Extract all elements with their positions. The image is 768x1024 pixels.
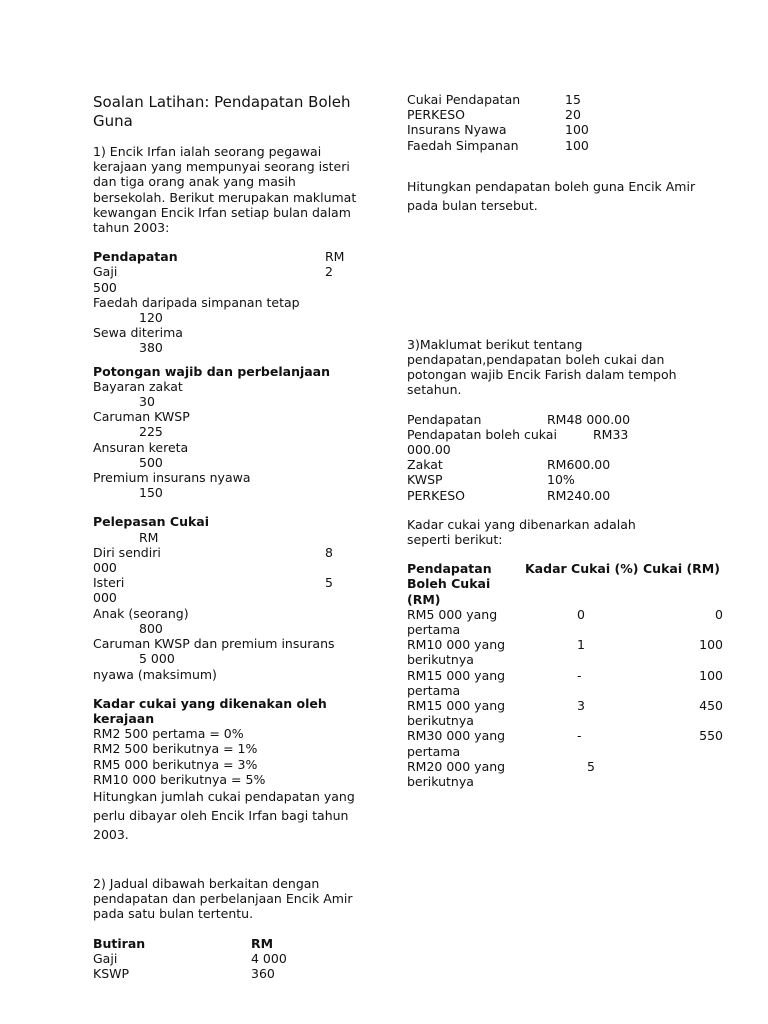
gaji-amount: 2 (325, 264, 333, 280)
kadar-line: RM2 500 berikutnya = 1% (93, 741, 258, 757)
diri-amount-continued: 000 (93, 560, 117, 576)
amir-label: Cukai Pendapatan (407, 92, 521, 107)
butiran-label: KSWP (93, 965, 130, 981)
farish-label: PERKESO (407, 487, 465, 503)
farish-value: RM600.00 (547, 457, 611, 473)
table-cell: 550 (699, 728, 723, 744)
question-2-prompt: Hitungkan pendapatan boleh guna Encik Amir pada bulan tersebut. (407, 178, 696, 213)
sewa-label: Sewa diterima (93, 325, 183, 341)
question-1-prompt: Hitungkan jumlah cukai pendapatan yang perlu dibayar oleh Encik Irfan bagi tahun 2003. (93, 788, 355, 842)
table-cell: RM15 000 yang berikutnya (407, 698, 506, 729)
table-header: Cukai (RM) (643, 561, 720, 577)
anak-label: Anak (seorang) (93, 605, 189, 621)
pelepasan-heading: Pelepasan Cukai (93, 514, 210, 530)
amir-row (407, 122, 737, 137)
table-row (407, 637, 737, 667)
table-cell: 5 (587, 758, 595, 774)
butiran-label: Gaji (93, 950, 118, 966)
farish-label: Pendapatan boleh cukai (407, 426, 557, 442)
isteri-amount: 5 (325, 575, 333, 591)
faedah-label: Faedah daripada simpanan tetap (93, 294, 300, 310)
isteri-row (93, 575, 363, 590)
farish-row (407, 412, 737, 427)
caruman-label-continued: nyawa (maksimum) (93, 666, 217, 682)
caruman-amount: 5 000 (139, 651, 175, 667)
gaji-label: Gaji (93, 264, 118, 280)
butiran-heading: Butiran (93, 935, 146, 951)
table-cell: 450 (699, 698, 723, 714)
amir-row (407, 138, 737, 153)
anak-amount: 800 (139, 620, 163, 636)
farish-label: Zakat (407, 457, 443, 473)
table-cell (643, 759, 737, 789)
farish-value-continued: 000.00 (407, 442, 451, 458)
kadar-text: Kadar cukai yang dibenarkan adalah seperti berikut: (407, 516, 636, 548)
table-row (407, 759, 737, 789)
amir-value: 20 (565, 107, 581, 123)
question-3-text: 3)Maklumat berikut tentang pendapatan,pendapatan boleh cukai dan potongan wajib Encik Farish dalam tempoh setahun. (407, 336, 677, 398)
table-cell: 0 (715, 606, 723, 622)
table-row (407, 728, 737, 758)
tax-rate-table (407, 561, 737, 789)
kereta-amount: 500 (139, 454, 163, 470)
amir-value: 100 (565, 122, 589, 138)
faedah-amount: 120 (139, 310, 163, 326)
kadar-line: RM10 000 berikutnya = 5% (93, 771, 266, 787)
farish-row (407, 488, 737, 503)
table-cell: RM30 000 yang pertama (407, 728, 506, 759)
butiran-value: 360 (251, 965, 275, 981)
table-header-row (407, 561, 737, 607)
table-row (407, 668, 737, 698)
pelepasan-rm-label: RM (139, 529, 159, 545)
potongan-heading: Potongan wajib dan perbelanjaan (93, 363, 331, 379)
amir-label: Insurans Nyawa (407, 122, 507, 138)
caruman-label: Caruman KWSP dan premium insurans (93, 636, 335, 652)
kwsp-amount: 225 (139, 424, 163, 440)
farish-label: Pendapatan (407, 411, 482, 427)
butiran-rm-heading: RM (251, 935, 274, 951)
kereta-label: Ansuran kereta (93, 439, 189, 455)
amir-row (407, 92, 737, 107)
diri-amount: 8 (325, 544, 333, 560)
kadar-heading: Kadar cukai yang dikenakan oleh kerajaan (93, 695, 327, 726)
sewa-amount: 380 (139, 340, 163, 356)
table-cell: 1 (577, 637, 585, 653)
farish-value: 10% (547, 472, 575, 488)
butiran-row (93, 966, 363, 981)
amir-row (407, 107, 737, 122)
kadar-line: RM5 000 berikutnya = 3% (93, 756, 258, 772)
kwsp-label: Caruman KWSP (93, 409, 190, 425)
zakat-label: Bayaran zakat (93, 378, 183, 394)
farish-value: RM33 (593, 426, 629, 442)
table-cell: - (577, 728, 582, 744)
amir-label: PERKESO (407, 107, 465, 123)
butiran-heading-row (93, 936, 363, 951)
page-title: Soalan Latihan: Pendapatan Boleh Guna (93, 93, 351, 130)
kadar-line: RM2 500 pertama = 0% (93, 726, 244, 742)
premium-amount: 150 (139, 485, 163, 501)
left-column (93, 93, 363, 981)
table-header: Kadar Cukai (%) (525, 561, 639, 577)
table-cell: 0 (577, 606, 585, 622)
farish-value: RM48 000.00 (547, 411, 631, 427)
table-cell: RM10 000 yang berikutnya (407, 637, 506, 668)
diri-row (93, 545, 363, 560)
question-1-text: 1) Encik Irfan ialah seorang pegawai kerajaan yang mempunyai seorang isteri dan tiga orang anak yang masih bersekolah. Berikut merupakan maklumat kewangan Encik Irfan setiap bulan dalam tahun 2003: (93, 144, 357, 236)
farish-row (407, 472, 737, 487)
farish-value: RM240.00 (547, 487, 611, 503)
table-cell: 100 (699, 637, 723, 653)
premium-label: Premium insurans nyawa (93, 470, 251, 486)
question-2-text: 2) Jadual dibawah berkaitan dengan pendapatan dan perbelanjaan Encik Amir pada satu bulan tertentu. (93, 875, 353, 922)
amir-label: Faedah Simpanan (407, 137, 519, 153)
table-cell: RM15 000 yang pertama (407, 667, 506, 698)
table-cell: - (577, 667, 582, 683)
farish-label: KWSP (407, 472, 443, 488)
table-cell: RM20 000 yang berikutnya (407, 758, 506, 790)
farish-row (407, 427, 737, 442)
zakat-amount: 30 (139, 394, 155, 410)
pendapatan-heading-row (93, 249, 363, 264)
butiran-row (93, 951, 363, 966)
right-column (407, 92, 737, 789)
table-cell: RM5 000 yang pertama (407, 606, 498, 638)
amir-value: 100 (565, 137, 589, 153)
table-header: Pendapatan Boleh Cukai (RM) (407, 561, 492, 607)
table-row (407, 698, 737, 728)
table-cell: 100 (699, 667, 723, 683)
gaji-amount-continued: 500 (93, 279, 117, 295)
pendapatan-heading: Pendapatan (93, 249, 178, 265)
gaji-row (93, 264, 363, 279)
amir-value: 15 (565, 92, 581, 107)
table-row (407, 607, 737, 637)
isteri-label: Isteri (93, 575, 125, 591)
farish-row (407, 457, 737, 472)
isteri-amount-continued: 000 (93, 590, 117, 606)
table-cell: 3 (577, 698, 585, 714)
butiran-value: 4 000 (251, 950, 287, 966)
diri-label: Diri sendiri (93, 544, 161, 560)
pendapatan-rm-label: RM (325, 249, 345, 265)
